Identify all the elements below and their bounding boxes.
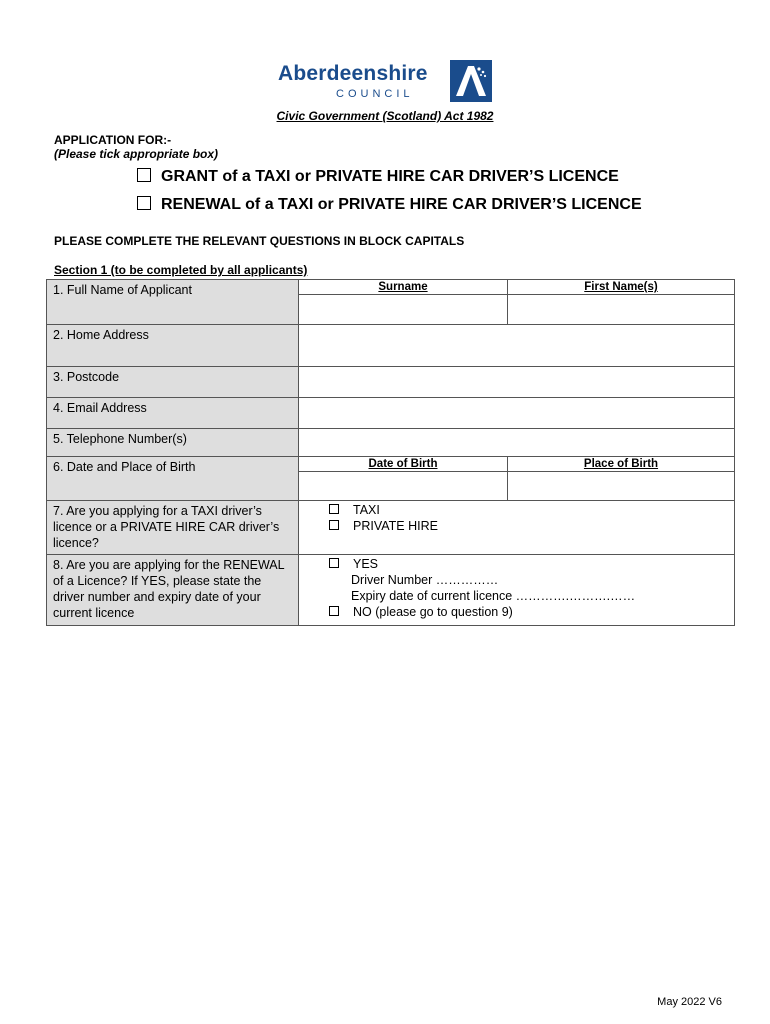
q1-label: 1. Full Name of Applicant [46,279,299,325]
q7-label: 7. Are you applying for a TAXI driver’s licence or a PRIVATE HIRE CAR driver’s licence? [46,500,299,555]
no-option-label: NO (please go to question 9) [353,605,513,619]
act-title: Civic Government (Scotland) Act 1982 [276,109,494,123]
email-input[interactable] [298,397,735,429]
applicant-details-table [46,279,735,626]
private-hire-option[interactable] [329,519,438,535]
expiry-date-field[interactable]: Expiry date of current licence ………….……….…… [351,589,636,603]
date-of-birth-input[interactable] [298,471,508,501]
logo-name: Aberdeenshire [278,62,428,85]
telephone-input[interactable] [298,428,735,457]
yes-option[interactable] [329,557,378,573]
q8-answer-cell [298,554,735,626]
driver-number-field[interactable]: Driver Number …………… [351,573,499,587]
surname-input[interactable] [298,294,508,325]
taxi-option[interactable] [329,503,380,519]
first-names-input[interactable] [507,294,735,325]
first-names-header: First Name(s) [507,279,735,295]
private-hire-checkbox[interactable] [329,520,339,530]
version-footer: May 2022 V6 [657,996,722,1008]
application-instruction: (Please tick appropriate box) [54,147,219,161]
q6-label: 6. Date and Place of Birth [46,456,299,501]
block-capitals-notice: PLEASE COMPLETE THE RELEVANT QUESTIONS IN BLOCK CAPITALS [54,234,465,248]
postcode-input[interactable] [298,366,735,398]
grant-option[interactable] [137,168,619,186]
renewal-option-label: RENEWAL of a TAXI or PRIVATE HIRE CAR DRIVER’S LICENCE [161,196,642,213]
q8-label: 8. Are you are applying for the RENEWAL of a Licence? If YES, please state the driver number and expiry date of your current licence [46,554,299,626]
surname-header: Surname [298,279,508,295]
renewal-option[interactable] [137,196,642,214]
taxi-checkbox[interactable] [329,504,339,514]
council-logo [278,58,494,104]
q5-label: 5. Telephone Number(s) [46,428,299,457]
application-heading: APPLICATION FOR:- [54,133,172,147]
grant-checkbox[interactable] [137,168,151,182]
date-of-birth-header: Date of Birth [298,456,508,472]
yes-checkbox[interactable] [329,558,339,568]
aberdeenshire-a-logo-icon [450,60,492,102]
renewal-checkbox[interactable] [137,196,151,210]
home-address-input[interactable] [298,324,735,367]
logo-subtitle: COUNCIL [336,88,414,100]
q3-label: 3. Postcode [46,366,299,398]
no-checkbox[interactable] [329,606,339,616]
section-title: Section 1 (to be completed by all applicants) [54,263,308,277]
q2-label: 2. Home Address [46,324,299,367]
place-of-birth-input[interactable] [507,471,735,501]
yes-option-label: YES [353,557,379,571]
q4-label: 4. Email Address [46,397,299,429]
grant-option-label: GRANT of a TAXI or PRIVATE HIRE CAR DRIVER’S LICENCE [161,168,619,185]
place-of-birth-header: Place of Birth [507,456,735,472]
taxi-option-label: TAXI [353,503,380,517]
no-option[interactable] [329,605,513,621]
private-hire-option-label: PRIVATE HIRE [353,519,438,533]
q7-answer-cell [298,500,735,555]
